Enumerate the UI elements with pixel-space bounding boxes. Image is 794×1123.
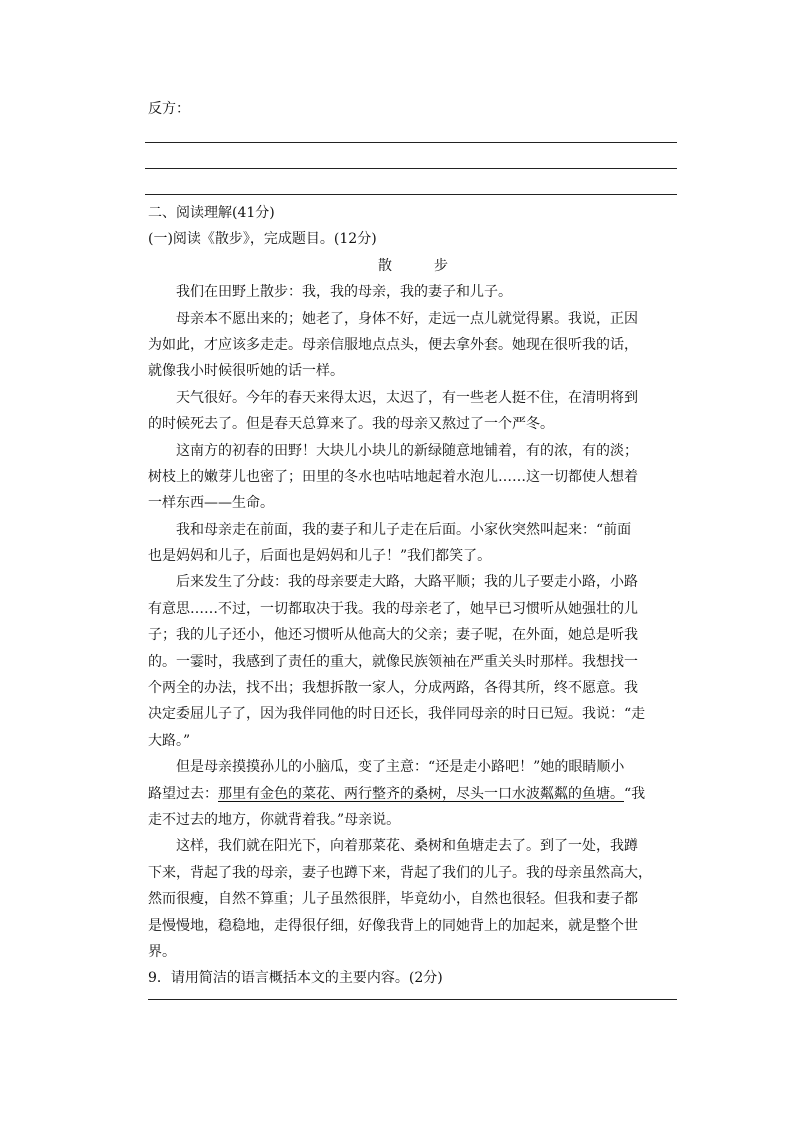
question-answer-line[interactable] [148,999,677,1000]
sub-heading: (一)阅读《散步》，完成题目。(12分) [148,231,377,248]
essay-line: 个两全的办法，找不出；我想拆散一家人，分成两路，各得其所，终不愿意。我 [148,680,638,697]
essay-line: 然而很瘦，自然不算重；儿子虽然很胖，毕竟幼小，自然也很轻。但我和妻子都 [148,891,638,908]
essay-line: 大路。” [148,732,191,749]
essay-line: 的。一霎时，我感到了责任的重大，就像民族领袖在严重关头时那样。我想找一 [148,653,638,670]
line-prefix: 路望过去： [148,785,218,802]
essay-line: 母亲本不愿出来的；她老了，身体不好，走远一点儿就觉得累。我说，正因 [176,310,638,327]
reading-section [148,200,678,992]
essay-line: 有意思……不过，一切都取决于我。我的母亲老了，她早已习惯听从她强壮的儿 [148,600,638,617]
essay-title: 散 步 [378,257,462,274]
answer-line[interactable] [145,194,677,195]
question-9: 9．请用简洁的语言概括本文的主要内容。(2分) [148,970,443,987]
answer-line[interactable] [145,168,677,169]
essay-line: 后来发生了分歧：我的母亲要走大路，大路平顺；我的儿子要走小路，小路 [176,574,638,591]
underlined-sentence: 那里有金色的菜花、两行整齐的桑树，尽头一口水波粼粼的鱼塘。 [218,785,624,802]
essay-line: 这样，我们就在阳光下，向着那菜花、桑树和鱼塘走去了。到了一处，我蹲 [176,838,638,855]
essay-line: 下来，背起了我的母亲，妻子也蹲下来，背起了我们的儿子。我的母亲虽然高大， [148,864,652,881]
line-suffix: “我 [624,785,646,802]
essay-line: 也是妈妈和儿子，后面也是妈妈和儿子！”我们都笑了。 [148,548,492,565]
essay-line: 树枝上的嫩芽儿也密了；田里的冬水也咕咕地起着水泡儿……这一切都使人想着 [148,468,638,485]
essay-line: 子；我的儿子还小，他还习惯听从他高大的父亲；妻子呢，在外面，她总是听我 [148,627,638,644]
essay-line: 是慢慢地，稳稳地，走得很仔细，好像我背上的同她背上的加起来，就是整个世 [148,917,638,934]
section-heading: 二、阅读理解(41分) [148,205,275,221]
essay-line: 但是母亲摸摸孙儿的小脑瓜，变了主意：“还是走小路吧！”她的眼睛顺小 [176,759,625,776]
essay-line-with-underline [148,781,678,807]
essay-line: 天气很好。今年的春天来得太迟，太迟了，有一些老人挺不住，在清明将到 [176,389,638,406]
essay-line: 我们在田野上散步：我，我的母亲，我的妻子和儿子。 [176,284,512,301]
essay-body [148,279,678,965]
essay-line: 为如此，才应该多走走。母亲信服地点点头，便去拿外套。她现在很听我的话， [148,336,638,353]
essay-line: 就像我小时候很听她的话一样。 [148,363,344,380]
essay-line: 我和母亲走在前面，我的妻子和儿子走在后面。小家伙突然叫起来：“前面 [176,521,632,538]
essay-line: 走不过去的地方，你就背着我。”母亲说。 [148,811,401,828]
essay-line: 一样东西——生命。 [148,495,274,512]
essay-line: 的时候死去了。但是春天总算来了。我的母亲又熬过了一个严冬。 [148,416,554,433]
essay-line: 界。 [148,943,176,960]
answer-line[interactable] [145,142,677,143]
essay-line: 决定委屈儿子了，因为我伴同他的时日还长，我伴同母亲的时日已短。我说：“走 [148,706,646,723]
essay-line: 这南方的初春的田野！大块儿小块儿的新绿随意地铺着，有的浓，有的淡； [176,442,638,459]
opposing-side-label: 反方： [148,101,190,117]
